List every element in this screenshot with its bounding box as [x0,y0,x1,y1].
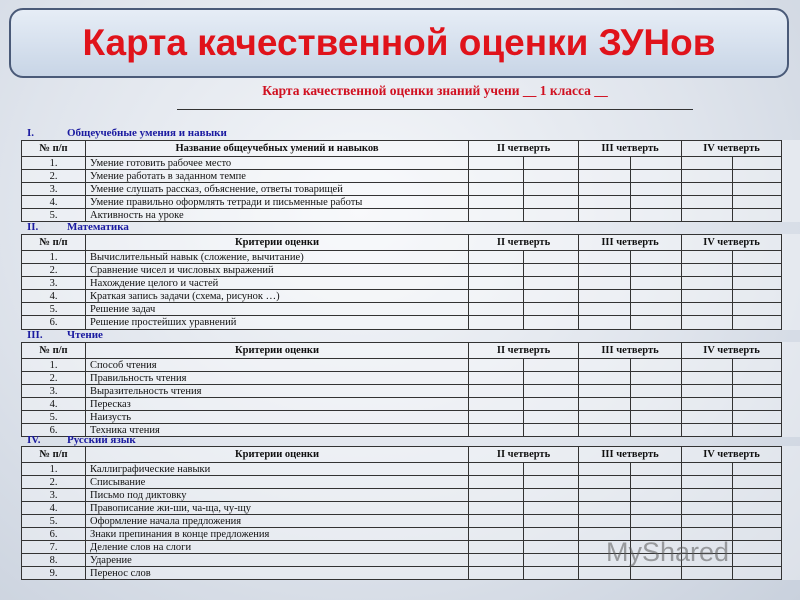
criterion-text: Оформление начала предложения [86,515,469,528]
grade-cell[interactable] [733,209,782,222]
table-row [22,303,800,316]
grade-cell[interactable] [682,264,733,277]
criteria-header: Критерии оценки [86,343,469,359]
grade-cell[interactable] [524,316,579,329]
grade-cell[interactable] [579,277,631,290]
grade-cell[interactable] [631,264,682,277]
section-label [27,127,227,139]
row-number: 4. [22,398,86,411]
grade-cell[interactable] [579,170,631,183]
grade-cell[interactable] [469,463,524,476]
table-row [22,424,800,437]
grade-cell[interactable] [524,515,579,528]
grade-cell[interactable] [733,489,782,502]
grade-cell[interactable] [631,290,682,303]
criterion-text: Решение задач [86,303,469,316]
table-row [22,489,800,502]
grade-cell[interactable] [524,183,579,196]
row-number: 2. [22,372,86,385]
grade-cell[interactable] [733,424,782,437]
grade-cell[interactable] [682,316,733,329]
grade-cell[interactable] [631,411,682,424]
criterion-text: Перенос слов [86,567,469,580]
section-label [27,434,136,446]
grade-cell[interactable] [631,424,682,437]
assessment-table [21,140,800,222]
criterion-text: Умение слушать рассказ, объяснение, ответы товарищей [86,183,469,196]
grade-cell[interactable] [579,489,631,502]
grade-cell[interactable] [469,567,524,580]
grade-cell[interactable] [579,359,631,372]
grade-cell[interactable] [579,196,631,209]
grade-cell[interactable] [579,411,631,424]
grade-cell[interactable] [469,411,524,424]
grade-cell[interactable] [733,372,782,385]
section-number: I. [27,127,35,139]
row-number: 1. [22,157,86,170]
criterion-text: Знаки препинания в конце предложения [86,528,469,541]
grade-cell[interactable] [579,385,631,398]
criterion-text: Активность на уроке [86,209,469,222]
grade-cell[interactable] [524,541,579,554]
grade-cell[interactable] [733,515,782,528]
quarter-header: III четверть [579,447,682,463]
grade-cell[interactable] [733,502,782,515]
grade-cell[interactable] [733,303,782,316]
table-row [22,567,800,580]
grade-cell[interactable] [682,385,733,398]
table-row [22,476,800,489]
grade-cell[interactable] [682,183,733,196]
grade-cell[interactable] [631,183,682,196]
table-row [22,277,800,290]
grade-cell[interactable] [469,196,524,209]
grade-cell[interactable] [682,372,733,385]
grade-cell[interactable] [579,316,631,329]
grade-cell[interactable] [524,251,579,264]
criterion-text: Деление слов на слоги [86,541,469,554]
grade-cell[interactable] [524,303,579,316]
grade-cell[interactable] [631,196,682,209]
number-header: № п/п [22,235,86,251]
grade-cell[interactable] [682,567,733,580]
section-name: Чтение [67,329,103,341]
grade-cell[interactable] [733,411,782,424]
table-header-row [22,235,800,251]
grade-cell[interactable] [469,359,524,372]
slide-title: Карта качественной оценки ЗУНов [82,22,716,63]
grade-cell[interactable] [469,541,524,554]
table-row [22,316,800,329]
table-row [22,411,800,424]
grade-cell[interactable] [733,463,782,476]
grade-cell[interactable] [733,554,782,567]
grade-cell[interactable] [469,303,524,316]
grade-cell[interactable] [631,476,682,489]
criterion-text: Письмо под диктовку [86,489,469,502]
criterion-text: Умение готовить рабочее место [86,157,469,170]
grade-cell[interactable] [733,196,782,209]
grade-cell[interactable] [524,170,579,183]
grade-cell[interactable] [733,316,782,329]
table-row [22,290,800,303]
row-number: 4. [22,290,86,303]
grade-cell[interactable] [631,502,682,515]
grade-cell[interactable] [631,157,682,170]
section-name: Русский язык [67,434,136,446]
slide-title-box [9,8,789,78]
row-number: 4. [22,502,86,515]
grade-cell[interactable] [733,359,782,372]
grade-cell[interactable] [469,502,524,515]
grade-cell[interactable] [469,476,524,489]
grade-cell[interactable] [579,567,631,580]
name-underline [177,109,693,110]
row-number: 6. [22,424,86,437]
grade-cell[interactable] [682,209,733,222]
grade-cell[interactable] [579,183,631,196]
grade-cell[interactable] [682,411,733,424]
grade-cell[interactable] [579,303,631,316]
myshared-watermark [606,537,729,568]
criterion-text: Наизусть [86,411,469,424]
grade-cell[interactable] [733,183,782,196]
quarter-header: II четверть [469,447,579,463]
quarter-header: III четверть [579,235,682,251]
row-number: 6. [22,316,86,329]
assessment-table [21,342,800,437]
criterion-text: Техника чтения [86,424,469,437]
criteria-header: Название общеучебных умений и навыков [86,141,469,157]
quarter-header: II четверть [469,141,579,157]
grade-cell[interactable] [469,515,524,528]
table-row [22,170,800,183]
grade-cell[interactable] [524,196,579,209]
grade-cell[interactable] [631,463,682,476]
grade-cell[interactable] [682,170,733,183]
row-number: 3. [22,489,86,502]
row-number: 5. [22,303,86,316]
grade-cell[interactable] [579,502,631,515]
grade-cell[interactable] [469,528,524,541]
grade-cell[interactable] [682,290,733,303]
grade-cell[interactable] [733,567,782,580]
grade-cell[interactable] [469,209,524,222]
number-header: № п/п [22,447,86,463]
criterion-text: Списывание [86,476,469,489]
grade-cell[interactable] [733,264,782,277]
row-number: 3. [22,183,86,196]
table-row [22,157,800,170]
grade-cell[interactable] [524,157,579,170]
section-name: Общеучебные умения и навыки [67,127,227,139]
row-number: 5. [22,411,86,424]
row-number: 4. [22,196,86,209]
grade-cell[interactable] [631,385,682,398]
row-number: 9. [22,567,86,580]
grade-cell[interactable] [733,277,782,290]
table-row [22,372,800,385]
watermark-text: MyShared [606,537,730,567]
criterion-text: Краткая запись задачи (схема, рисунок …) [86,290,469,303]
grade-cell[interactable] [631,489,682,502]
grade-cell[interactable] [524,411,579,424]
grade-cell[interactable] [469,183,524,196]
section-label [27,221,129,233]
table-row [22,196,800,209]
table-header-row [22,343,800,359]
grade-cell[interactable] [579,251,631,264]
grade-cell[interactable] [469,554,524,567]
grade-cell[interactable] [524,372,579,385]
criteria-header: Критерии оценки [86,235,469,251]
criterion-text: Способ чтения [86,359,469,372]
grade-cell[interactable] [524,476,579,489]
grade-cell[interactable] [524,567,579,580]
criterion-text: Ударение [86,554,469,567]
grade-cell[interactable] [524,398,579,411]
table-row [22,209,800,222]
criterion-text: Правописание жи-ши, ча-ща, чу-щу [86,502,469,515]
number-header: № п/п [22,343,86,359]
row-number: 5. [22,515,86,528]
quarter-header: III четверть [579,141,682,157]
row-number: 1. [22,463,86,476]
grade-cell[interactable] [682,502,733,515]
table-row [22,502,800,515]
table-row [22,385,800,398]
grade-cell[interactable] [524,424,579,437]
row-number: 5. [22,209,86,222]
grade-cell[interactable] [579,264,631,277]
grade-cell[interactable] [733,170,782,183]
grade-cell[interactable] [579,372,631,385]
grade-cell[interactable] [682,489,733,502]
grade-cell[interactable] [524,528,579,541]
row-number: 3. [22,385,86,398]
grade-cell[interactable] [469,170,524,183]
row-number: 2. [22,264,86,277]
assessment-table [21,234,800,330]
criterion-text: Вычислительный навык (сложение, вычитание) [86,251,469,264]
table-row [22,251,800,264]
criterion-text: Умение работать в заданном темпе [86,170,469,183]
grade-cell[interactable] [524,489,579,502]
grade-cell[interactable] [524,554,579,567]
grade-cell[interactable] [524,385,579,398]
quarter-header: IV четверть [682,343,782,359]
grade-cell[interactable] [469,398,524,411]
table-row [22,398,800,411]
section-name: Математика [67,221,129,233]
grade-cell[interactable] [682,303,733,316]
grade-cell[interactable] [682,251,733,264]
grade-cell[interactable] [631,209,682,222]
grade-cell[interactable] [579,424,631,437]
section-label [27,329,103,341]
grade-cell[interactable] [682,398,733,411]
row-number: 2. [22,170,86,183]
row-number: 2. [22,476,86,489]
row-number: 1. [22,251,86,264]
criterion-text: Нахождение целого и частей [86,277,469,290]
grade-cell[interactable] [469,264,524,277]
grade-cell[interactable] [682,476,733,489]
grade-cell[interactable] [524,209,579,222]
row-number: 8. [22,554,86,567]
table-row [22,183,800,196]
grade-cell[interactable] [682,359,733,372]
grade-cell[interactable] [579,515,631,528]
criterion-text: Умение правильно оформлять тетради и письменные работы [86,196,469,209]
grade-cell[interactable] [469,316,524,329]
grade-cell[interactable] [631,251,682,264]
grade-cell[interactable] [733,385,782,398]
grade-cell[interactable] [631,316,682,329]
grade-cell[interactable] [469,290,524,303]
section-number: II. [27,221,39,233]
quarter-header: III четверть [579,343,682,359]
grade-cell[interactable] [631,359,682,372]
criterion-text: Выразительность чтения [86,385,469,398]
criterion-text: Сравнение чисел и числовых выражений [86,264,469,277]
grade-cell[interactable] [631,170,682,183]
row-number: 1. [22,359,86,372]
grade-cell[interactable] [682,463,733,476]
grade-cell[interactable] [579,157,631,170]
grade-cell[interactable] [631,372,682,385]
grade-cell[interactable] [733,476,782,489]
grade-cell[interactable] [631,303,682,316]
table-header-row [22,141,800,157]
grade-cell[interactable] [733,290,782,303]
grade-cell[interactable] [524,264,579,277]
number-header: № п/п [22,141,86,157]
table-row [22,264,800,277]
row-number: 7. [22,541,86,554]
criterion-text: Правильность чтения [86,372,469,385]
grade-cell[interactable] [579,290,631,303]
grade-cell[interactable] [733,251,782,264]
grade-cell[interactable] [469,489,524,502]
grade-cell[interactable] [682,277,733,290]
criterion-text: Решение простейших уравнений [86,316,469,329]
section-number: IV. [27,434,41,446]
row-number: 6. [22,528,86,541]
grade-cell[interactable] [631,567,682,580]
table-row [22,359,800,372]
grade-cell[interactable] [579,463,631,476]
grade-cell[interactable] [469,424,524,437]
grade-cell[interactable] [682,424,733,437]
criterion-text: Пересказ [86,398,469,411]
grade-cell[interactable] [469,157,524,170]
grade-cell[interactable] [524,359,579,372]
grade-cell[interactable] [469,372,524,385]
grade-cell[interactable] [524,463,579,476]
quarter-header: II четверть [469,235,579,251]
criteria-header: Критерии оценки [86,447,469,463]
grade-cell[interactable] [579,209,631,222]
grade-cell[interactable] [579,398,631,411]
document-subtitle: Карта качественной оценки знаний учени __ 1 класса __ [262,83,608,98]
table-header-row [22,447,800,463]
grade-cell[interactable] [733,528,782,541]
quarter-header: IV четверть [682,235,782,251]
grade-cell[interactable] [682,196,733,209]
grade-cell[interactable] [631,398,682,411]
section-number: III. [27,329,43,341]
quarter-header: IV четверть [682,141,782,157]
grade-cell[interactable] [469,385,524,398]
grade-cell[interactable] [733,541,782,554]
grade-cell[interactable] [733,157,782,170]
grade-cell[interactable] [469,277,524,290]
quarter-header: IV четверть [682,447,782,463]
quarter-header: II четверть [469,343,579,359]
table-row [22,463,800,476]
grade-cell[interactable] [631,277,682,290]
grade-cell[interactable] [524,502,579,515]
grade-cell[interactable] [524,277,579,290]
grade-cell[interactable] [682,157,733,170]
grade-cell[interactable] [682,515,733,528]
grade-cell[interactable] [469,251,524,264]
grade-cell[interactable] [631,515,682,528]
row-number: 3. [22,277,86,290]
grade-cell[interactable] [579,476,631,489]
table-row [22,515,800,528]
grade-cell[interactable] [524,290,579,303]
criterion-text: Каллиграфические навыки [86,463,469,476]
grade-cell[interactable] [733,398,782,411]
